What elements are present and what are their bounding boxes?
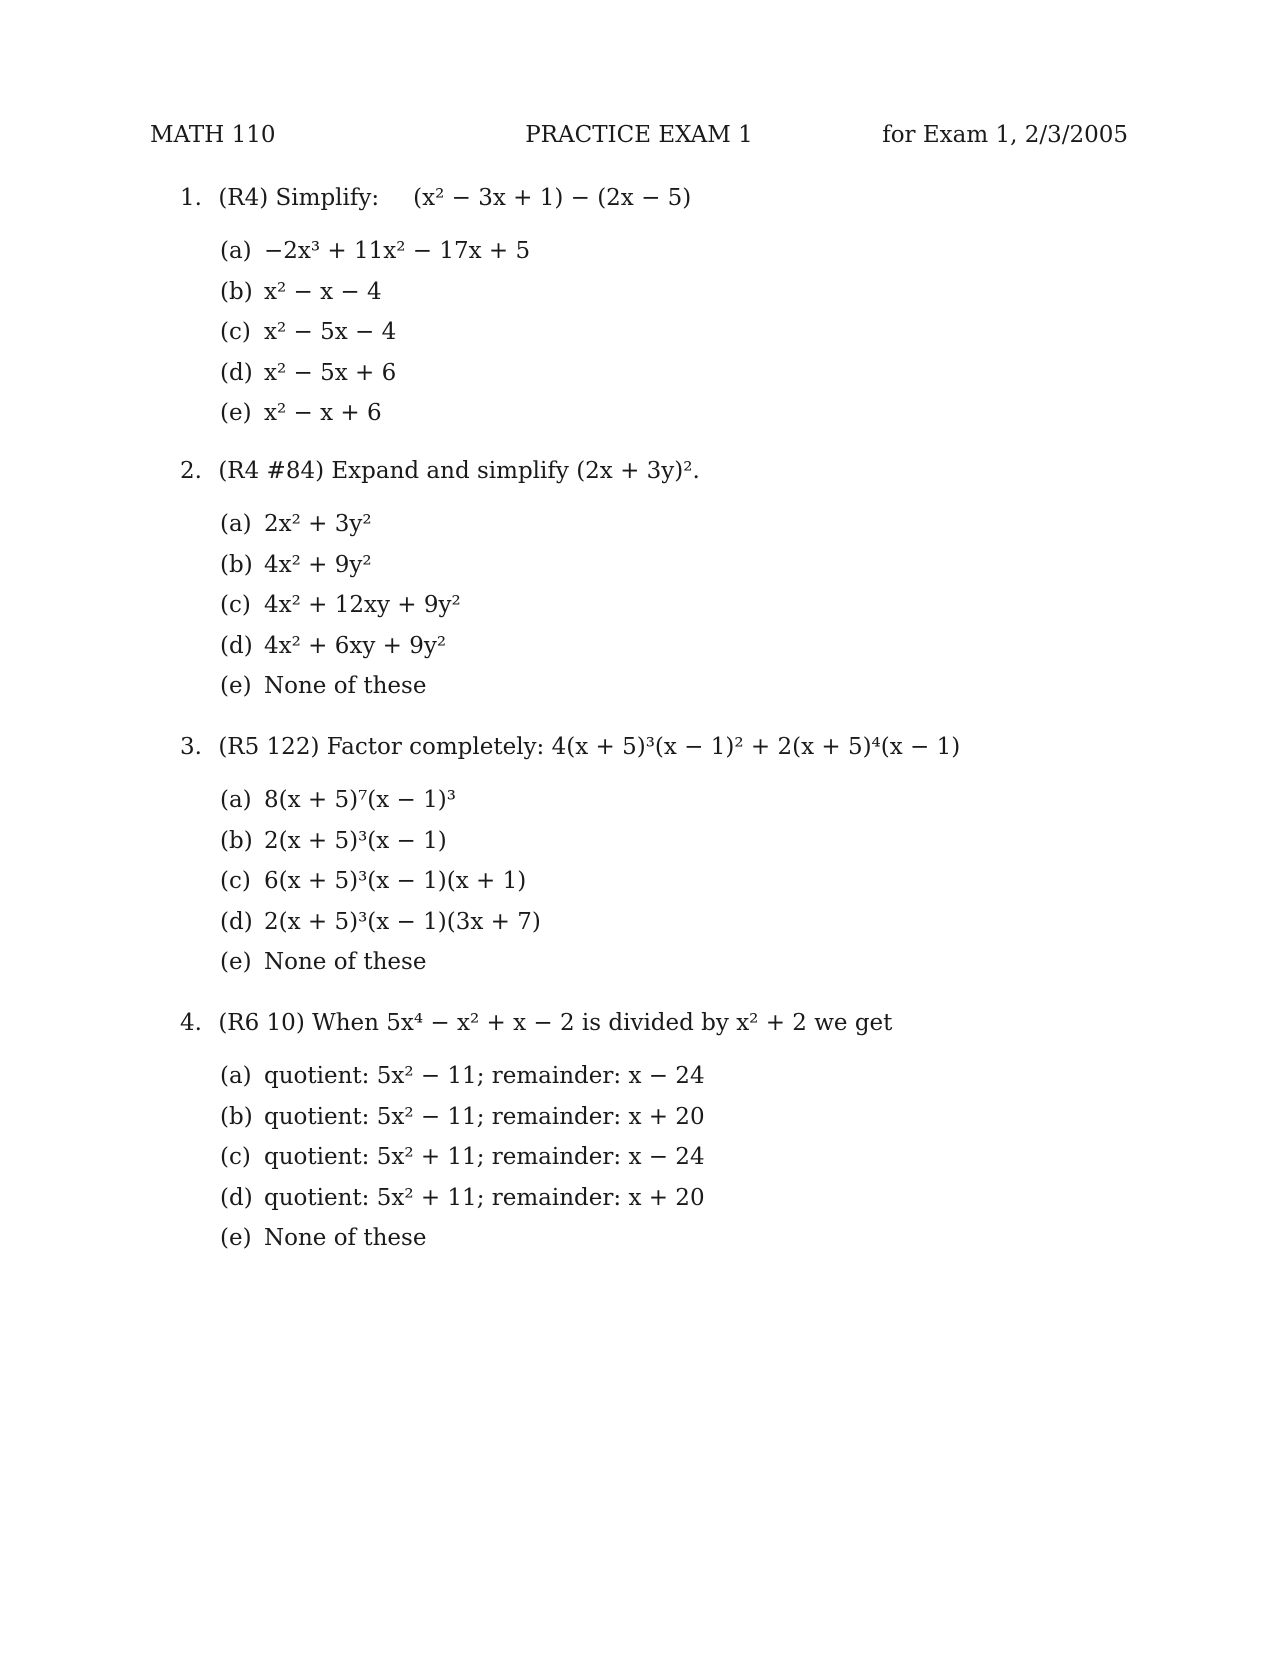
choice-label: (e) xyxy=(220,949,252,976)
choice-label: (e) xyxy=(220,400,252,427)
choice-list xyxy=(180,504,1180,707)
choice-e xyxy=(220,666,1180,707)
choice-text: x² − x + 6 xyxy=(264,400,382,427)
question-number: 2. xyxy=(180,458,202,484)
question-1 xyxy=(180,181,1180,434)
choice-label: (c) xyxy=(220,592,251,619)
choice-label: (c) xyxy=(220,319,251,346)
choice-text: x² − 5x + 6 xyxy=(264,359,397,386)
question-number: 4. xyxy=(180,1010,202,1036)
choice-text: 4x² + 6xy + 9y² xyxy=(264,632,447,659)
choice-a xyxy=(220,231,1180,272)
choice-label: (a) xyxy=(220,787,252,813)
choice-b xyxy=(220,821,1180,862)
choice-text: quotient: 5x² + 11; remainder: x − 24 xyxy=(264,1144,705,1171)
choice-label: (d) xyxy=(220,1184,253,1211)
choice-text: None of these xyxy=(264,949,427,976)
choice-label: (c) xyxy=(220,1144,251,1171)
page-header xyxy=(150,122,1128,156)
choice-a xyxy=(220,504,1180,545)
choice-text: −2x³ + 11x² − 17x + 5 xyxy=(264,238,531,264)
question-prompt xyxy=(180,454,1180,488)
choice-a xyxy=(220,780,1180,821)
choice-text: x² − 5x − 4 xyxy=(264,319,397,346)
choice-text: None of these xyxy=(264,1225,427,1252)
question-3 xyxy=(180,730,1180,983)
choice-text: 4x² + 12xy + 9y² xyxy=(264,592,461,619)
choice-c xyxy=(220,1137,1180,1178)
choice-text: 2x² + 3y² xyxy=(264,511,372,537)
choice-label: (d) xyxy=(220,908,253,935)
question-prompt xyxy=(180,1006,1180,1040)
question-text: (R4) Simplify: xyxy=(218,185,380,211)
choice-text: quotient: 5x² − 11; remainder: x + 20 xyxy=(264,1103,705,1130)
choice-text: quotient: 5x² + 11; remainder: x + 20 xyxy=(264,1184,705,1211)
choice-list xyxy=(180,231,1180,434)
choice-label: (d) xyxy=(220,359,253,386)
choice-list xyxy=(180,780,1180,983)
question-number: 3. xyxy=(180,734,202,760)
choice-a xyxy=(220,1056,1180,1097)
exam-info: for Exam 1, 2/3/2005 xyxy=(882,122,1128,148)
question-prompt xyxy=(180,730,1180,764)
choice-b xyxy=(220,272,1180,313)
choice-label: (a) xyxy=(220,511,252,537)
choice-d xyxy=(220,1178,1180,1219)
question-expression: (x² − 3x + 1) − (2x − 5) xyxy=(413,185,692,211)
choice-label: (a) xyxy=(220,238,252,264)
choice-label: (a) xyxy=(220,1063,252,1089)
choice-label: (b) xyxy=(220,827,253,854)
choice-b xyxy=(220,1097,1180,1138)
choice-c xyxy=(220,861,1180,902)
question-text: (R6 10) When 5x⁴ − x² + x − 2 is divided by x² + 2 we get xyxy=(218,1010,893,1036)
choice-e xyxy=(220,1218,1180,1259)
question-number: 1. xyxy=(180,185,202,211)
choice-label: (e) xyxy=(220,1225,252,1252)
course-code: MATH 110 xyxy=(150,122,276,148)
choice-label: (d) xyxy=(220,632,253,659)
choice-text: 6(x + 5)³(x − 1)(x + 1) xyxy=(264,868,527,895)
choice-b xyxy=(220,545,1180,586)
question-text: (R4 #84) Expand and simplify (2x + 3y)². xyxy=(218,458,700,484)
choice-text: 2(x + 5)³(x − 1)(3x + 7) xyxy=(264,908,541,935)
choice-label: (c) xyxy=(220,868,251,895)
question-4 xyxy=(180,1006,1180,1259)
question-prompt xyxy=(180,181,1180,215)
question-text: (R5 122) Factor completely: 4(x + 5)³(x − 1)² + 2(x + 5)⁴(x − 1) xyxy=(218,734,961,760)
choice-e xyxy=(220,942,1180,983)
choice-d xyxy=(220,902,1180,943)
choice-c xyxy=(220,585,1180,626)
question-2 xyxy=(180,454,1180,707)
choice-c xyxy=(220,312,1180,353)
choice-text: 4x² + 9y² xyxy=(264,551,372,578)
choice-list xyxy=(180,1056,1180,1259)
choice-d xyxy=(220,353,1180,394)
choice-e xyxy=(220,393,1180,434)
choice-text: 8(x + 5)⁷(x − 1)³ xyxy=(264,787,456,813)
choice-label: (b) xyxy=(220,551,253,578)
choice-label: (b) xyxy=(220,278,253,305)
choice-text: None of these xyxy=(264,673,427,700)
choice-text: 2(x + 5)³(x − 1) xyxy=(264,827,447,854)
choice-label: (e) xyxy=(220,673,252,700)
choice-text: x² − x − 4 xyxy=(264,278,382,305)
exam-title: PRACTICE EXAM 1 xyxy=(525,122,753,148)
choice-text: quotient: 5x² − 11; remainder: x − 24 xyxy=(264,1063,705,1089)
choice-d xyxy=(220,626,1180,667)
choice-label: (b) xyxy=(220,1103,253,1130)
